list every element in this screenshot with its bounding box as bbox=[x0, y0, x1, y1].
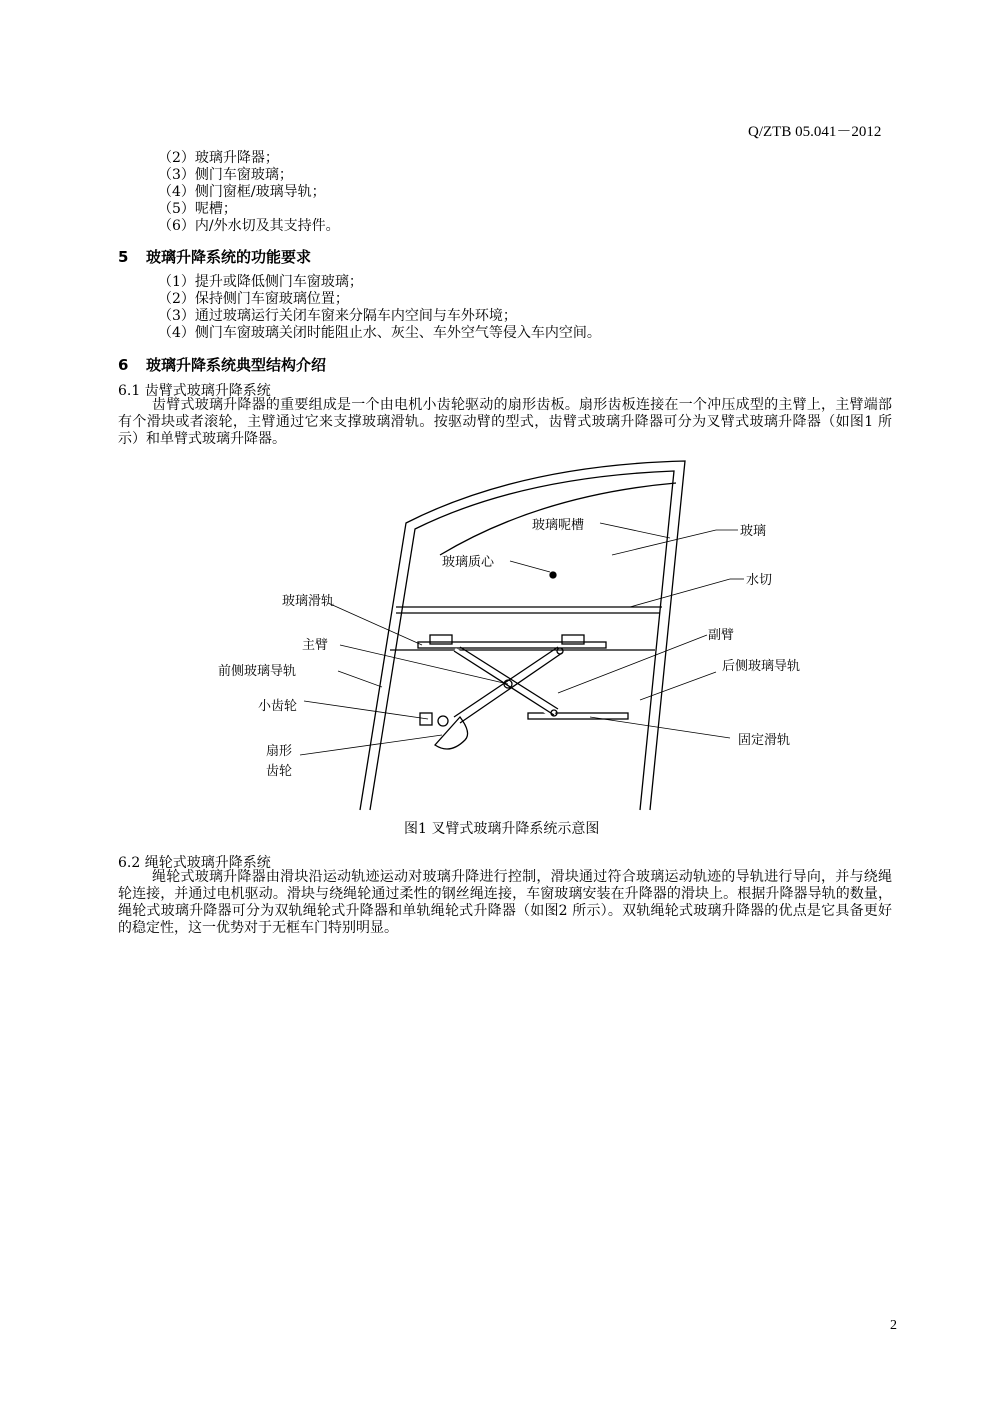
label-water-strip: 水切 bbox=[746, 573, 773, 588]
fixed-rail bbox=[528, 713, 628, 719]
list-item: （2）保持侧门车窗玻璃位置； bbox=[158, 291, 349, 307]
glass-slide-rail bbox=[418, 642, 606, 648]
section-number: 6 bbox=[118, 356, 129, 374]
list-item: （3）通过玻璃运行关闭车窗来分隔车内空间与车外环境； bbox=[158, 308, 517, 324]
list-item: （6）内/外水切及其支持件。 bbox=[158, 218, 340, 234]
window-regulator-diagram bbox=[210, 455, 850, 815]
window-frame-inner bbox=[370, 471, 674, 810]
subsection-6-1-title: 6.1 齿臂式玻璃升降系统 bbox=[118, 383, 271, 399]
label-glass-channel: 玻璃呢槽 bbox=[532, 518, 585, 533]
list-item: （5）呢槽； bbox=[158, 201, 237, 217]
label-rear-guide: 后侧玻璃导轨 bbox=[722, 659, 801, 674]
label-glass: 玻璃 bbox=[740, 524, 767, 539]
label-glass-center: 玻璃质心 bbox=[442, 555, 495, 570]
label-glass-rail: 玻璃滑轨 bbox=[282, 594, 335, 609]
figure-caption: 图1 叉臂式玻璃升降系统示意图 bbox=[404, 821, 600, 837]
sector-gear bbox=[435, 717, 468, 749]
subsection-6-2-title: 6.2 绳轮式玻璃升降系统 bbox=[118, 855, 271, 871]
document-code: Q/ZTB 05.041－2012 bbox=[748, 124, 882, 140]
label-fixed-rail: 固定滑轨 bbox=[738, 733, 791, 748]
glass-center-mark bbox=[550, 572, 556, 578]
list-item: （1）提升或降低侧门车窗玻璃； bbox=[158, 274, 363, 290]
label-secondary-arm: 副臂 bbox=[708, 628, 735, 643]
page-number: 2 bbox=[890, 1318, 897, 1333]
window-frame bbox=[360, 461, 685, 810]
label-pinion: 小齿轮 bbox=[258, 699, 298, 714]
list-item: （4）侧门窗框/玻璃导轨； bbox=[158, 184, 326, 200]
subsection-6-1-paragraph: 齿臂式玻璃升降器的重要组成是一个由电机小齿轮驱动的扇形齿板。扇形齿板连接在一个冲压成型的主臂上，主臂端部有个滑块或者滚轮，主臂通过它来支撑玻璃滑轨。按驱动臂的型式，齿臂式玻璃升降器可分为叉臂式玻璃升降器（如图1 所示）和单臂式玻璃升降器。 bbox=[118, 397, 892, 447]
label-front-guide: 前侧玻璃导轨 bbox=[218, 664, 297, 679]
section-5-heading bbox=[118, 246, 311, 267]
label-sector-gear-line1: 扇形 bbox=[266, 744, 293, 759]
section-number: 5 bbox=[118, 248, 129, 266]
subsection-6-2-paragraph: 绳轮式玻璃升降器由滑块沿运动轨迹运动对玻璃升降进行控制，滑块通过符合玻璃运动轨迹的导轨进行导向，并与绕绳轮连接，并通过电机驱动。滑块与绕绳轮通过柔性的钢丝绳连接，车窗玻璃安装在升降器的滑块上。根据升降器导轨的数量，绳轮式玻璃升降器可分为双轨绳轮式升降器和单轨绳轮式升降器（如图2 所示）。双轨绳轮式玻璃升降器的优点是它具备更好的稳定性，这一优势对于无框车门特别明显。 bbox=[118, 869, 892, 936]
list-item: （2）玻璃升降器； bbox=[158, 150, 279, 166]
label-sector-gear-line2: 齿轮 bbox=[266, 764, 293, 779]
list-item: （3）侧门车窗玻璃； bbox=[158, 167, 293, 183]
section-title: 玻璃升降系统典型结构介绍 bbox=[146, 356, 327, 374]
section-6-heading bbox=[118, 354, 326, 375]
list-item: （4）侧门车窗玻璃关闭时能阻止水、灰尘、车外空气等侵入车内空间。 bbox=[158, 325, 601, 341]
label-main-arm: 主臂 bbox=[302, 638, 329, 653]
section-title: 玻璃升降系统的功能要求 bbox=[146, 248, 312, 266]
